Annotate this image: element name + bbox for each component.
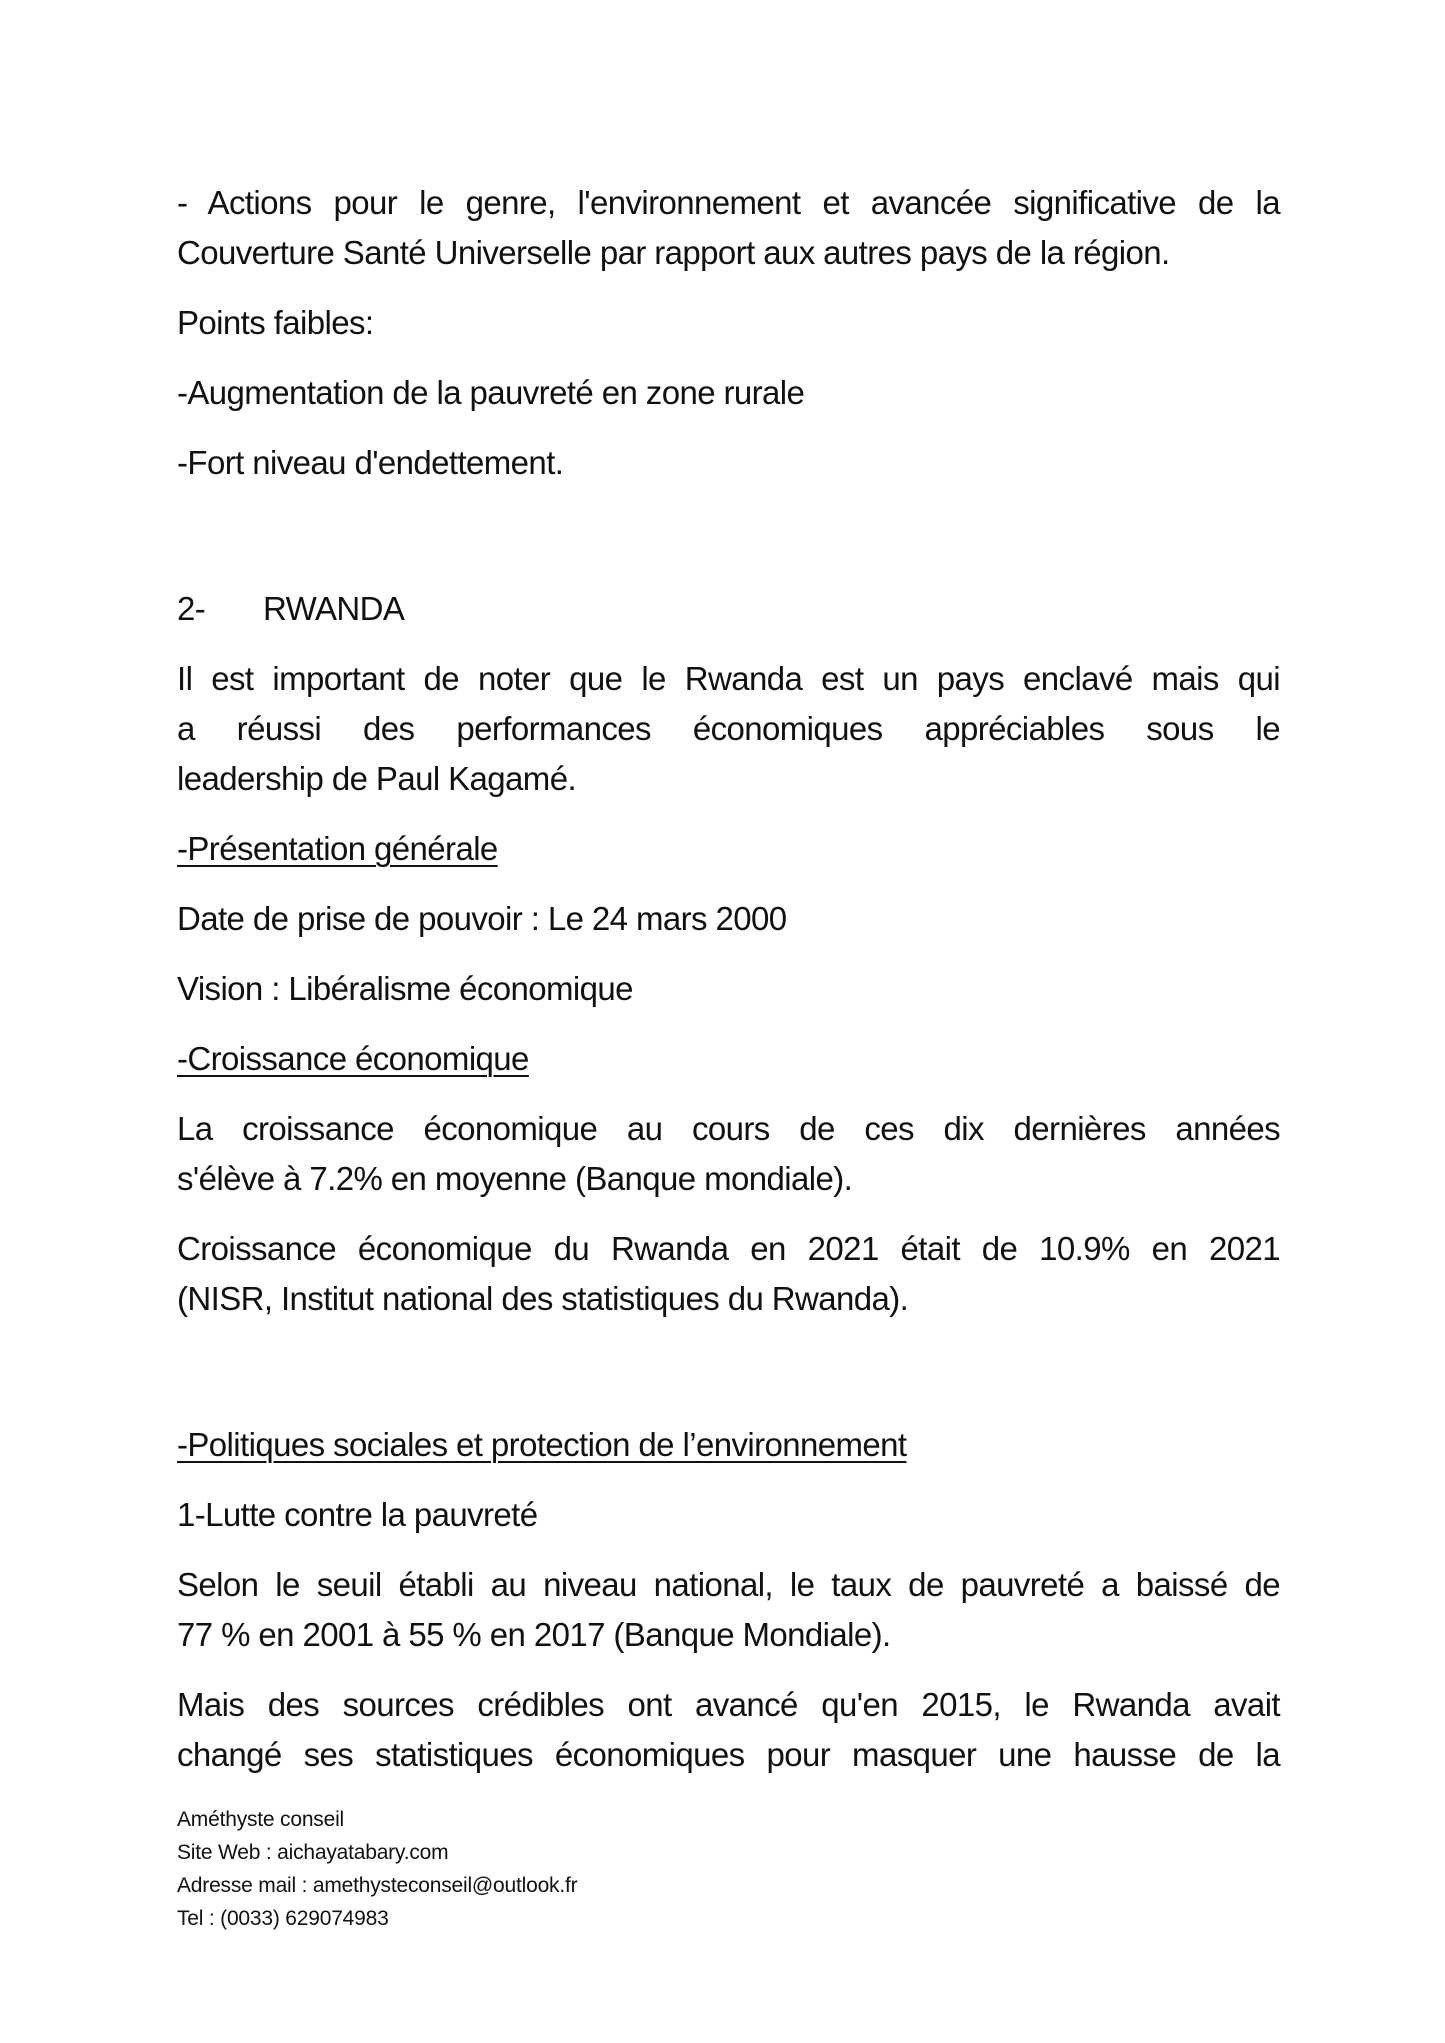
footer-email: Adresse mail : amethysteconseil@outlook.fr [177,1874,578,1897]
growth-heading-text: -Croissance économique [177,1040,529,1077]
presentation-heading-text: -Présentation générale [177,830,498,867]
section-number: 2- [177,590,206,627]
poverty-para2-line-1: Mais des sources crédibles ont avancé qu'en 2015, le Rwanda avait [177,1686,1280,1723]
rwanda-intro-line-3: leadership de Paul Kagamé. [177,760,577,797]
growth-para2-line-2: (NISR, Institut national des statistiques du Rwanda). [177,1280,909,1317]
date-line: Date de prise de pouvoir : Le 24 mars 2000 [177,900,787,937]
rwanda-intro-line-1: Il est important de noter que le Rwanda est un pays enclavé mais qui [177,660,1280,697]
poverty-subheading: 1-Lutte contre la pauvreté [177,1496,538,1533]
intro-line-2: Couverture Santé Universelle par rapport aux autres pays de la région. [177,234,1170,271]
growth-para2-line-1: Croissance économique du Rwanda en 2021 était de 10.9% en 2021 [177,1230,1280,1267]
section-title: RWANDA [263,590,405,627]
weak-point-item: -Augmentation de la pauvreté en zone rurale [177,374,805,411]
presentation-heading [177,824,1280,874]
intro-line-1: - Actions pour le genre, l'environnement et avancée significative de la [177,184,1280,221]
poverty-para1-line-1: Selon le seuil établi au niveau national, le taux de pauvreté a baissé de [177,1566,1280,1603]
weak-points-title: Points faibles: [177,304,374,341]
poverty-para1-line-2: 77 % en 2001 à 55 % en 2017 (Banque Mondiale). [177,1616,891,1653]
footer-phone: Tel : (0033) 629074983 [177,1907,389,1930]
section-heading-rwanda [177,584,1280,634]
poverty-para2-line-2: changé ses statistiques économiques pour masquer une hausse de la [177,1736,1280,1773]
growth-para1-line-1: La croissance économique au cours de ces dix dernières années [177,1110,1280,1147]
social-heading [177,1420,1280,1470]
page-footer [177,1803,577,1935]
footer-website: Site Web : aichayatabary.com [177,1841,449,1864]
growth-heading [177,1034,1280,1084]
weak-point-item: -Fort niveau d'endettement. [177,444,564,481]
rwanda-intro-line-2: a réussi des performances économiques appréciables sous le [177,710,1280,747]
vision-line: Vision : Libéralisme économique [177,970,633,1007]
growth-para1-line-2: s'élève à 7.2% en moyenne (Banque mondiale). [177,1160,853,1197]
social-heading-text: -Politiques sociales et protection de l’environnement [177,1426,907,1463]
footer-company: Améthyste conseil [177,1808,345,1831]
